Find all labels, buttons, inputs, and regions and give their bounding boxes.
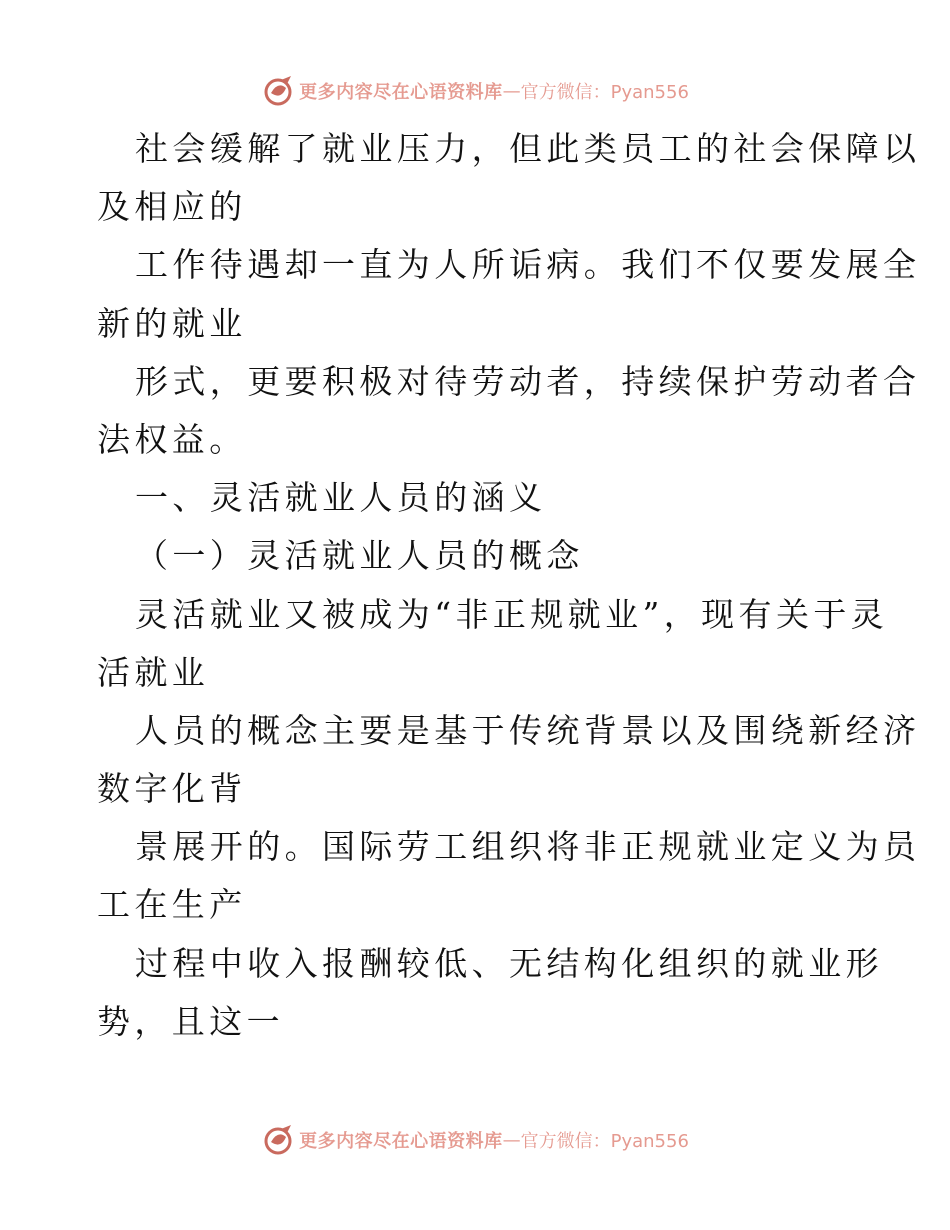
brand-logo-icon [261, 1123, 295, 1157]
subsection-heading: （一）灵活就业人员的概念 [135, 536, 584, 576]
text-line: 景展开的。国际劳工组织将非正规就业定义为员 [135, 827, 921, 867]
text-line: 法权益。 [97, 419, 247, 459]
text-line: 社会缓解了就业压力，但此类员工的社会保障以 [135, 129, 921, 168]
text-line: 势，且这一 [97, 1001, 284, 1041]
text-line: 工在生产 [97, 885, 247, 925]
text-line: 形式，更要积极对待劳动者，持续保护劳动者合 [135, 361, 921, 401]
footer-wechat-text: 官方微信：Pyan556 [520, 1131, 689, 1152]
header-watermark-banner [0, 71, 950, 111]
header-brand-text: 更多内容尽在心语资料库 [299, 82, 503, 103]
footer-watermark-banner [0, 1120, 950, 1160]
text-line: 过程中收入报酬较低、无结构化组织的就业形 [135, 943, 883, 983]
header-wechat-text: 官方微信：Pyan556 [520, 82, 689, 103]
text-line: 及相应的 [97, 187, 247, 227]
footer-separator: — [502, 1129, 521, 1151]
footer-brand-text: 更多内容尽在心语资料库 [299, 1131, 503, 1152]
text-line: 工作待遇却一直为人所诟病。我们不仅要发展全 [135, 245, 921, 285]
text-line: 数字化背 [97, 769, 247, 809]
header-separator: — [502, 80, 521, 102]
text-line: 人员的概念主要是基于传统背景以及围绕新经济 [135, 710, 921, 750]
document-body [97, 120, 921, 1051]
text-line: 活就业 [97, 652, 210, 692]
text-line: 新的就业 [97, 303, 247, 343]
section-heading: 一、灵活就业人员的涵义 [135, 478, 547, 518]
brand-logo-icon [261, 74, 295, 108]
text-line: 灵活就业又被成为“非正规就业”，现有关于灵 [135, 594, 889, 634]
